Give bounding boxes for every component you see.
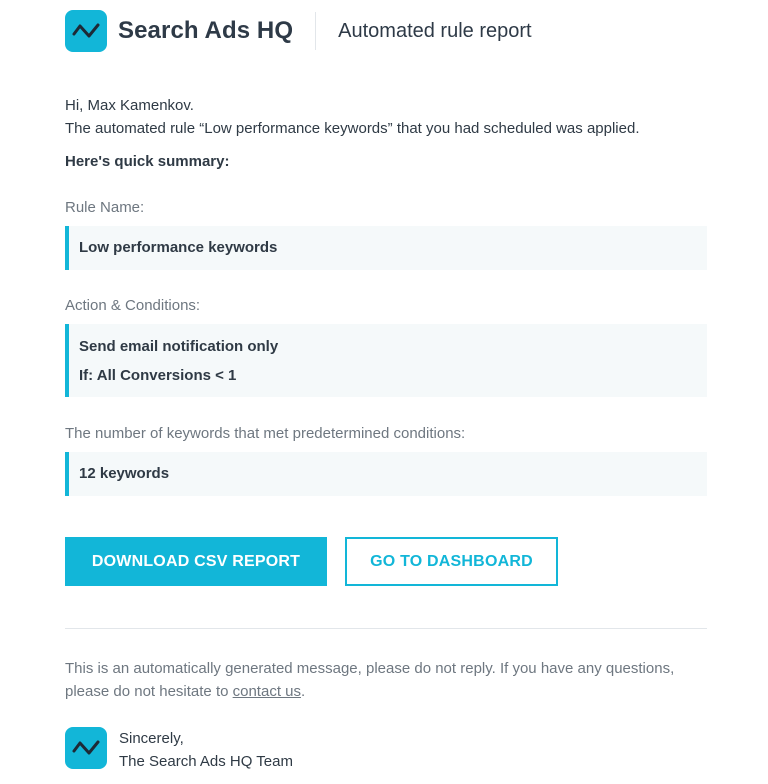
footer-note-text: This is an automatically generated message, please do not reply. If you have any questions, please do not hesitate to — [65, 660, 675, 700]
signature-text — [119, 727, 293, 773]
contact-us-link[interactable]: contact us — [232, 683, 301, 700]
dashboard-button[interactable]: GO TO DASHBOARD — [345, 537, 558, 586]
greeting — [65, 94, 640, 140]
keywords-label: The number of keywords that met predetermined conditions: — [65, 425, 466, 442]
rule-name-value: Low performance keywords — [79, 239, 278, 256]
chart-line-icon — [72, 738, 100, 758]
download-csv-button[interactable]: DOWNLOAD CSV REPORT — [65, 537, 327, 586]
keywords-box — [65, 452, 707, 496]
report-title: Automated rule report — [338, 19, 532, 42]
email-header — [65, 9, 705, 53]
rule-name-box — [65, 226, 707, 270]
chart-line-icon — [72, 21, 100, 41]
action-box — [65, 324, 707, 397]
intro-line: The automated rule “Low performance keywords” that you had scheduled was applied. — [65, 120, 640, 137]
signature-logo — [65, 727, 107, 769]
rule-name-label: Rule Name: — [65, 199, 145, 216]
action-value: Send email notification only — [79, 338, 279, 355]
brand-name: Search Ads HQ — [118, 17, 294, 44]
footer-divider — [65, 628, 707, 629]
action-label: Action & Conditions: — [65, 297, 201, 314]
keywords-value: 12 keywords — [79, 465, 170, 482]
footer-note — [65, 657, 705, 703]
sign-line-2: The Search Ads HQ Team — [119, 753, 293, 770]
footer-note-end: . — [301, 683, 306, 700]
brand-logo — [65, 10, 107, 52]
sign-line-1: Sincerely, — [119, 730, 184, 747]
condition-value: If: All Conversions < 1 — [79, 367, 237, 384]
summary-title: Here's quick summary: — [65, 153, 230, 170]
greeting-line: Hi, Max Kamenkov. — [65, 97, 194, 114]
signature — [65, 727, 293, 773]
header-divider — [315, 12, 316, 50]
